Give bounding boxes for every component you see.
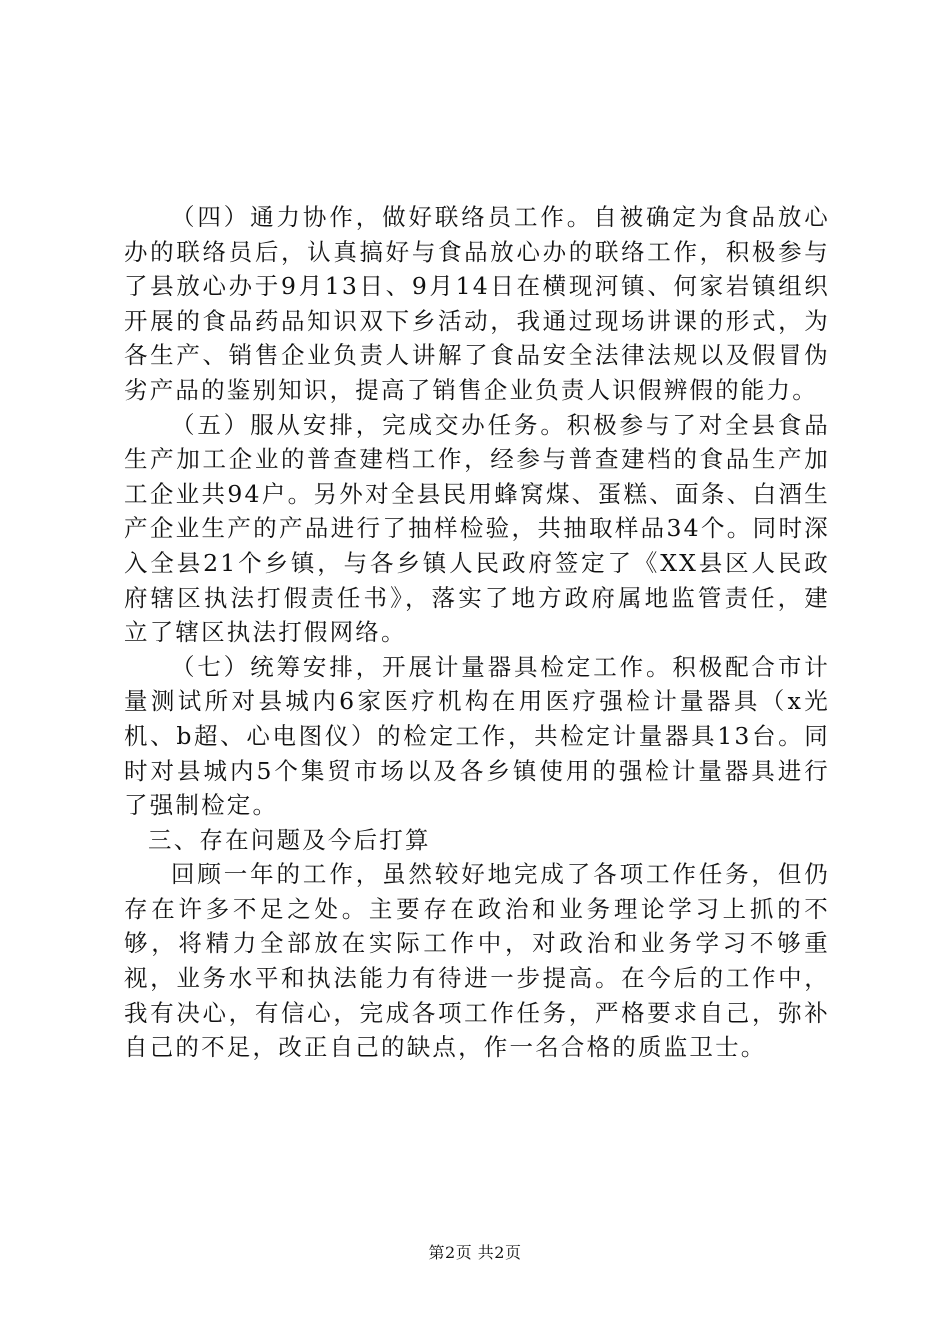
section-heading: 三、存在问题及今后打算 bbox=[148, 825, 431, 854]
paragraph-liaison-work: （四）通力协作，做好联络员工作。自被确定为食品放心办的联络员后，认真搞好与食品放心办的联络工作，积极参与了县放心办于9月13日、9月14日在横现河镇、何家岩镇组织开展的食品药品知识双下乡活动，我通过现场讲课的形式，为各生产、销售企业负责人讲解了食品安全法律法规以及假冒伪劣产品的鉴别知识，提高了销售企业负责人识假辨假的能力。 bbox=[124, 203, 830, 404]
paragraph-assigned-tasks: （五）服从安排，完成交办任务。积极参与了对全县食品生产加工企业的普查建档工作，经参与普查建档的食品生产加工企业共94户。另外对全县民用蜂窝煤、蛋糕、面条、白酒生产企业生产的产品进行了抽样检验，共抽取样品34个。同时深入全县21个乡镇，与各乡镇人民政府签定了《XX县区人民政府辖区执法打假责任书》，落实了地方政府属地监管责任，建立了辖区执法打假网络。 bbox=[124, 410, 830, 647]
paragraph-closing-review: 回顾一年的工作，虽然较好地完成了各项工作任务，但仍存在许多不足之处。主要存在政治和业务理论学习上抓的不够，将精力全部放在实际工作中，对政治和业务学习不够重视，业务水平和执法能力有待进一步提高。在今后的工作中，我有决心，有信心，完成各项工作任务，严格要求自己，弥补自己的不足，改正自己的缺点，作一名合格的质监卫士。 bbox=[124, 860, 830, 1062]
paragraph-metrology-inspection: （七）统筹安排，开展计量器具检定工作。积极配合市计量测试所对县城内6家医疗机构在用医疗强检计量器具（x光机、b超、心电图仪）的检定工作，共检定计量器具13台。同时对县城内5个集贸市场以及各乡镇使用的强检计量器具进行了强制检定。 bbox=[124, 652, 830, 820]
page-footer: 第2页 共2页 bbox=[428, 1243, 522, 1262]
document-body bbox=[124, 200, 830, 1065]
